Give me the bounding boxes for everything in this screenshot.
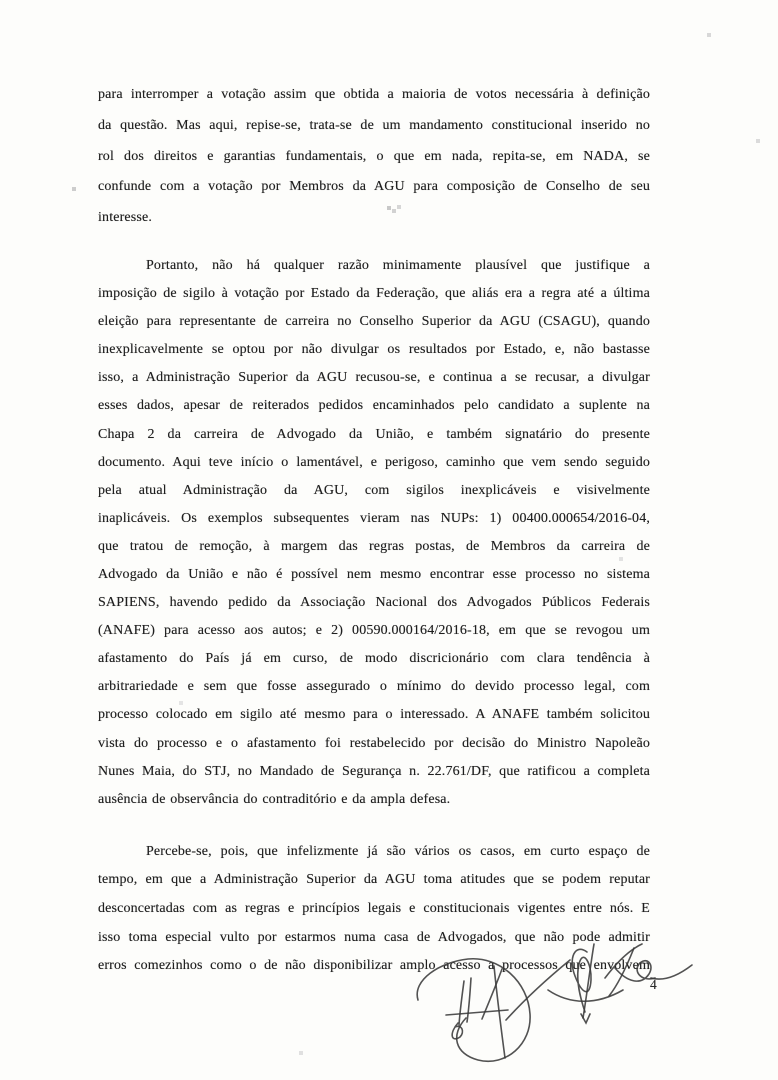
text-line: imposição de sigilo à votação por Estado da Federação, que aliás era a regra até a última <box>98 286 650 302</box>
text-line: Portanto, não há qualquer razão minimamente plausível que justifique a <box>146 257 650 273</box>
text-line: Advogado da União e não é possível nem mesmo encontrar esse processo no sistema <box>98 567 650 583</box>
text-line: processo colocado em sigilo até mesmo para o interessado. A ANAFE também solicitou <box>98 707 650 723</box>
text-line: SAPIENS, havendo pedido da Associação Nacional dos Advogados Públicos Federais <box>98 595 650 611</box>
scan-noise <box>0 0 2 2</box>
paragraph <box>98 252 650 814</box>
text-line: para interromper a votação assim que obtida a maioria de votos necessária à definição <box>98 87 650 102</box>
text-line: que tratou de remoção, à margem das regras postas, de Membros da carreira de <box>98 538 650 554</box>
text-line: afastamento do País já em curso, de modo discricionário com clara tendência à <box>98 651 650 667</box>
text-line: vista do processo e o afastamento foi restabelecido por decisão do Ministro Napoleão <box>98 735 650 751</box>
text-line: isso toma especial vulto por estarmos numa casa de Advogados, que não pode admitir <box>98 929 650 945</box>
text-line: arbitrariedade e sem que fosse assegurado o mínimo do devido processo legal, com <box>98 679 650 695</box>
text-line: ausência de observância do contraditório e da ampla defesa. <box>98 791 451 807</box>
text-line: pela atual Administração da AGU, com sigilos inexplicáveis e visivelmente <box>98 482 650 498</box>
signature-scribble-right-icon <box>545 938 695 1038</box>
text-line: confunde com a votação por Membros da AGU para composição de Conselho de seu <box>98 179 650 195</box>
text-line: inaplicáveis. Os exemplos subsequentes vieram nas NUPs: 1) 00400.000654/2016-04, <box>98 510 650 526</box>
text-line: Nunes Maia, do STJ, no Mandado de Segurança n. 22.761/DF, que ratificou a completa <box>98 763 650 779</box>
document-body <box>98 80 650 981</box>
text-line: inexplicavelmente se optou por não divulgar os resultados por Estado, e, não bastasse <box>98 342 650 358</box>
text-line: interesse. <box>98 210 152 226</box>
text-line: eleição para representante de carreira no Conselho Superior da AGU (CSAGU), quando <box>98 314 650 330</box>
text-line: desconcertadas com as regras e princípios legais e constitucionais vigentes entre nós. E <box>98 901 650 917</box>
paragraph <box>98 80 650 234</box>
text-line: isso, a Administração Superior da AGU recusou-se, e continua a se recusar, a divulgar <box>98 370 650 386</box>
text-line: (ANAFE) para acesso aos autos; e 2) 00590.000164/2016-18, em que se revogou um <box>98 623 650 639</box>
text-line: da questão. Mas aqui, repise-se, trata-se de um mandamento constitucional inserido no <box>98 117 650 133</box>
text-line: Chapa 2 da carreira de Advogado da União, e também signatário do presente <box>98 426 650 442</box>
text-line: esses dados, apesar de reiterados pedidos encaminhados pelo candidato a suplente na <box>98 398 650 414</box>
text-line: rol dos direitos e garantias fundamentais, o que em nada, repita-se, em NADA, se <box>98 148 650 164</box>
page-number: 4 <box>650 977 657 992</box>
text-line: tempo, em que a Administração Superior da AGU toma atitudes que se podem reputar <box>98 872 650 888</box>
text-line: documento. Aqui teve início o lamentável, e perigoso, caminho que vem sendo seguido <box>98 454 650 470</box>
text-line: erros comezinhos como o de não disponibilizar amplo acesso a processos que envolvem <box>98 958 650 974</box>
text-line: Percebe-se, pois, que infelizmente já são vários os casos, em curto espaço de <box>146 843 650 859</box>
